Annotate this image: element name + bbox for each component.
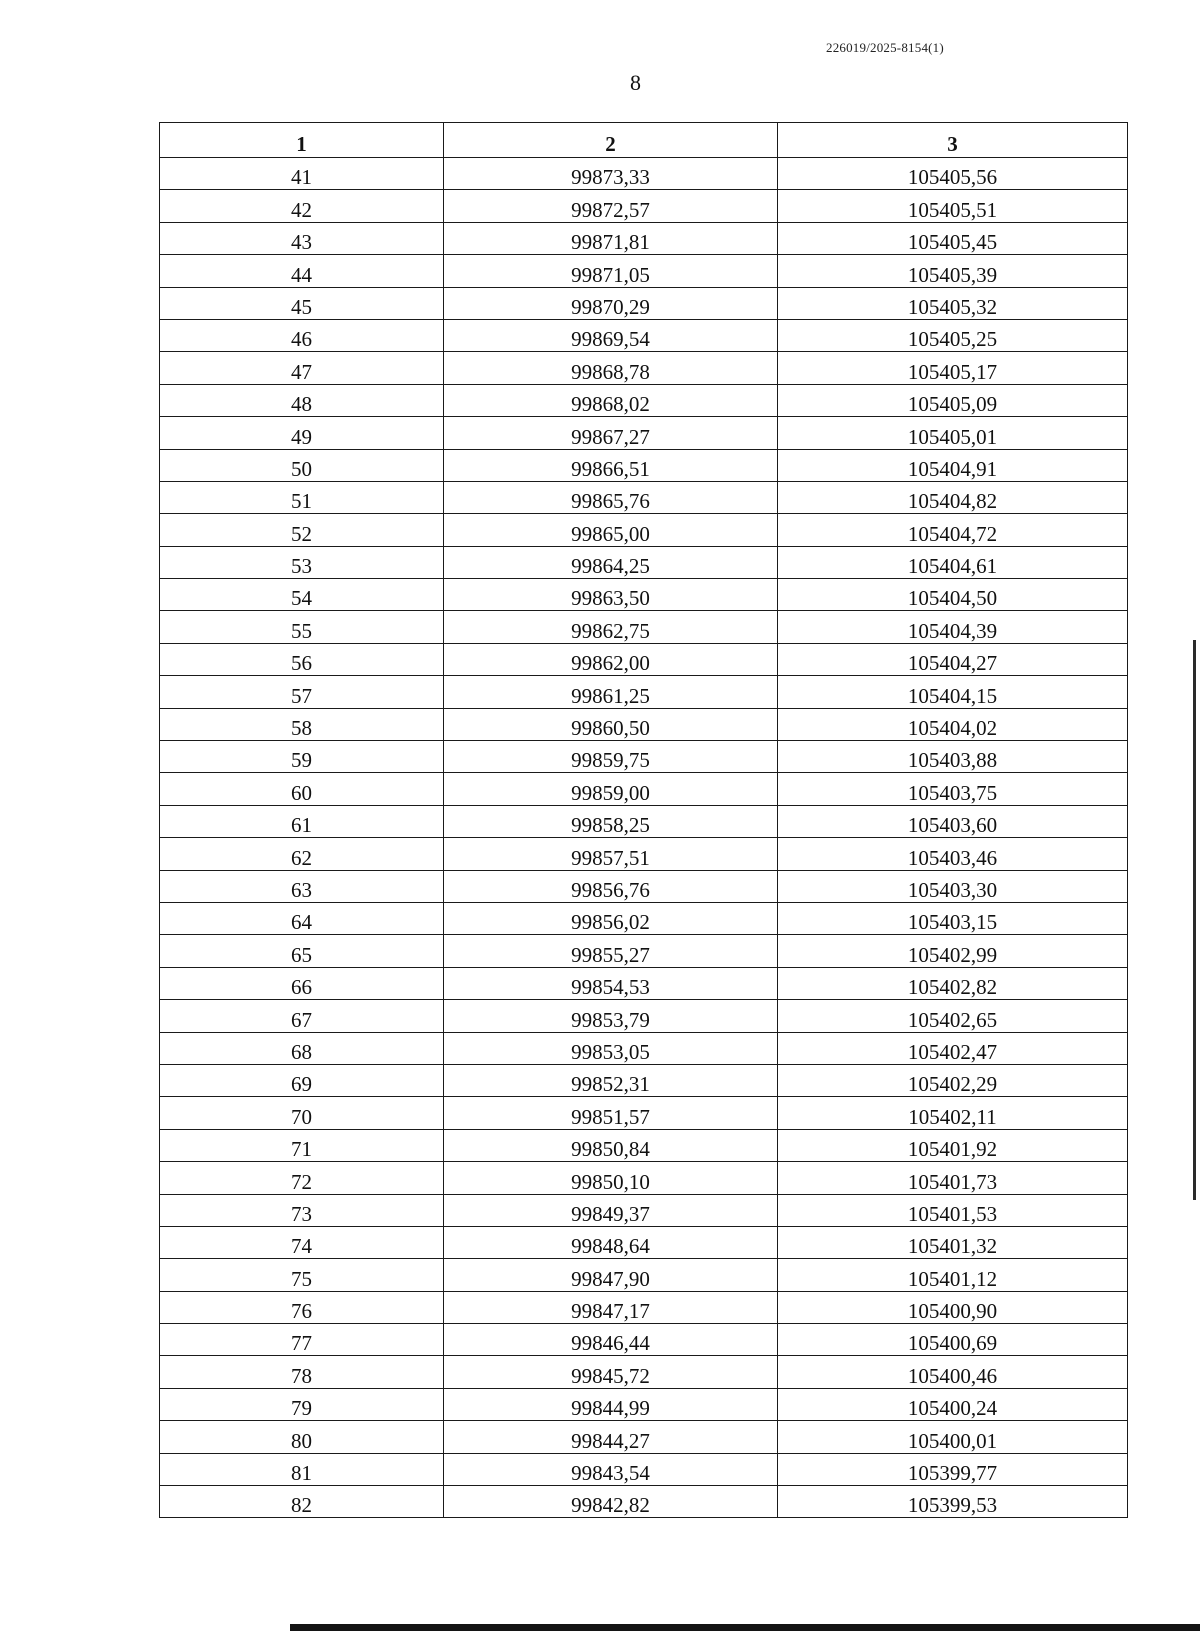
cell-x-coordinate: 99864,25 (444, 546, 778, 578)
cell-y-coordinate: 105399,77 (778, 1453, 1128, 1485)
table-row (160, 1324, 1128, 1356)
table-row (160, 1097, 1128, 1129)
cell-point-number: 81 (160, 1453, 444, 1485)
cell-x-coordinate: 99861,25 (444, 676, 778, 708)
cell-x-coordinate: 99844,27 (444, 1421, 778, 1453)
cell-y-coordinate: 105405,45 (778, 222, 1128, 254)
cell-x-coordinate: 99859,75 (444, 741, 778, 773)
cell-y-coordinate: 105400,69 (778, 1324, 1128, 1356)
cell-point-number: 54 (160, 579, 444, 611)
cell-point-number: 68 (160, 1032, 444, 1064)
cell-x-coordinate: 99845,72 (444, 1356, 778, 1388)
table-row (160, 417, 1128, 449)
table-row (160, 773, 1128, 805)
cell-x-coordinate: 99872,57 (444, 190, 778, 222)
cell-x-coordinate: 99853,79 (444, 1000, 778, 1032)
cell-point-number: 48 (160, 384, 444, 416)
table-row (160, 1388, 1128, 1420)
cell-x-coordinate: 99867,27 (444, 417, 778, 449)
cell-x-coordinate: 99856,76 (444, 870, 778, 902)
cell-point-number: 64 (160, 902, 444, 934)
cell-x-coordinate: 99855,27 (444, 935, 778, 967)
cell-y-coordinate: 105400,01 (778, 1421, 1128, 1453)
table-row (160, 967, 1128, 999)
cell-y-coordinate: 105403,30 (778, 870, 1128, 902)
table-row (160, 1064, 1128, 1096)
cell-point-number: 46 (160, 319, 444, 351)
table-row (160, 1226, 1128, 1258)
cell-x-coordinate: 99844,99 (444, 1388, 778, 1420)
cell-point-number: 70 (160, 1097, 444, 1129)
table-row (160, 1194, 1128, 1226)
cell-x-coordinate: 99850,84 (444, 1129, 778, 1161)
table-row (160, 935, 1128, 967)
table-row (160, 546, 1128, 578)
cell-point-number: 77 (160, 1324, 444, 1356)
cell-y-coordinate: 105402,29 (778, 1064, 1128, 1096)
cell-point-number: 56 (160, 643, 444, 675)
coordinates-table (159, 122, 1128, 1518)
cell-point-number: 42 (160, 190, 444, 222)
cell-point-number: 50 (160, 449, 444, 481)
cell-point-number: 45 (160, 287, 444, 319)
cell-y-coordinate: 105404,15 (778, 676, 1128, 708)
cell-point-number: 67 (160, 1000, 444, 1032)
cell-y-coordinate: 105402,11 (778, 1097, 1128, 1129)
table-row (160, 514, 1128, 546)
table-row (160, 158, 1128, 190)
cell-y-coordinate: 105399,53 (778, 1486, 1128, 1518)
cell-x-coordinate: 99847,90 (444, 1259, 778, 1291)
cell-point-number: 53 (160, 546, 444, 578)
cell-x-coordinate: 99847,17 (444, 1291, 778, 1323)
cell-point-number: 79 (160, 1388, 444, 1420)
table-row (160, 1259, 1128, 1291)
cell-x-coordinate: 99848,64 (444, 1226, 778, 1258)
cell-point-number: 65 (160, 935, 444, 967)
cell-point-number: 69 (160, 1064, 444, 1096)
cell-point-number: 51 (160, 481, 444, 513)
table-row (160, 1000, 1128, 1032)
cell-x-coordinate: 99854,53 (444, 967, 778, 999)
table-row (160, 481, 1128, 513)
cell-x-coordinate: 99865,76 (444, 481, 778, 513)
table-row (160, 708, 1128, 740)
cell-y-coordinate: 105405,01 (778, 417, 1128, 449)
table-row (160, 1486, 1128, 1518)
cell-point-number: 59 (160, 741, 444, 773)
table-row (160, 222, 1128, 254)
cell-x-coordinate: 99860,50 (444, 708, 778, 740)
document-reference-number: 226019/2025-8154(1) (826, 40, 944, 55)
cell-y-coordinate: 105405,51 (778, 190, 1128, 222)
cell-x-coordinate: 99842,82 (444, 1486, 778, 1518)
cell-point-number: 60 (160, 773, 444, 805)
table-row (160, 741, 1128, 773)
cell-point-number: 47 (160, 352, 444, 384)
table-row (160, 643, 1128, 675)
cell-y-coordinate: 105401,32 (778, 1226, 1128, 1258)
cell-x-coordinate: 99862,75 (444, 611, 778, 643)
table-row (160, 384, 1128, 416)
cell-point-number: 72 (160, 1162, 444, 1194)
cell-point-number: 73 (160, 1194, 444, 1226)
cell-y-coordinate: 105404,82 (778, 481, 1128, 513)
table-row (160, 1356, 1128, 1388)
cell-x-coordinate: 99873,33 (444, 158, 778, 190)
table-header-row (160, 123, 1128, 158)
table-row (160, 449, 1128, 481)
cell-x-coordinate: 99856,02 (444, 902, 778, 934)
cell-point-number: 49 (160, 417, 444, 449)
cell-y-coordinate: 105400,24 (778, 1388, 1128, 1420)
cell-x-coordinate: 99852,31 (444, 1064, 778, 1096)
cell-y-coordinate: 105404,02 (778, 708, 1128, 740)
cell-y-coordinate: 105400,46 (778, 1356, 1128, 1388)
cell-point-number: 43 (160, 222, 444, 254)
table-row (160, 190, 1128, 222)
table-row (160, 1291, 1128, 1323)
cell-y-coordinate: 105404,61 (778, 546, 1128, 578)
table-row (160, 611, 1128, 643)
column-header-point-number: 1 (160, 123, 444, 158)
cell-x-coordinate: 99868,78 (444, 352, 778, 384)
cell-x-coordinate: 99858,25 (444, 805, 778, 837)
cell-y-coordinate: 105404,91 (778, 449, 1128, 481)
table-row (160, 902, 1128, 934)
cell-point-number: 75 (160, 1259, 444, 1291)
cell-y-coordinate: 105401,92 (778, 1129, 1128, 1161)
cell-y-coordinate: 105405,56 (778, 158, 1128, 190)
cell-y-coordinate: 105401,73 (778, 1162, 1128, 1194)
cell-x-coordinate: 99866,51 (444, 449, 778, 481)
cell-y-coordinate: 105403,15 (778, 902, 1128, 934)
cell-x-coordinate: 99850,10 (444, 1162, 778, 1194)
cell-x-coordinate: 99871,05 (444, 255, 778, 287)
cell-point-number: 71 (160, 1129, 444, 1161)
cell-point-number: 52 (160, 514, 444, 546)
cell-x-coordinate: 99851,57 (444, 1097, 778, 1129)
cell-y-coordinate: 105402,65 (778, 1000, 1128, 1032)
cell-y-coordinate: 105402,99 (778, 935, 1128, 967)
table-row (160, 352, 1128, 384)
cell-x-coordinate: 99843,54 (444, 1453, 778, 1485)
cell-y-coordinate: 105404,50 (778, 579, 1128, 611)
cell-y-coordinate: 105405,17 (778, 352, 1128, 384)
cell-point-number: 61 (160, 805, 444, 837)
cell-y-coordinate: 105405,25 (778, 319, 1128, 351)
cell-x-coordinate: 99849,37 (444, 1194, 778, 1226)
cell-y-coordinate: 105405,09 (778, 384, 1128, 416)
cell-point-number: 57 (160, 676, 444, 708)
cell-point-number: 55 (160, 611, 444, 643)
scan-bottom-edge-mark (290, 1624, 1200, 1631)
table-row (160, 870, 1128, 902)
scan-edge-mark (1193, 640, 1196, 1200)
cell-y-coordinate: 105402,47 (778, 1032, 1128, 1064)
cell-y-coordinate: 105401,12 (778, 1259, 1128, 1291)
table-row (160, 805, 1128, 837)
cell-y-coordinate: 105404,27 (778, 643, 1128, 675)
cell-x-coordinate: 99869,54 (444, 319, 778, 351)
cell-x-coordinate: 99853,05 (444, 1032, 778, 1064)
cell-x-coordinate: 99868,02 (444, 384, 778, 416)
cell-y-coordinate: 105401,53 (778, 1194, 1128, 1226)
cell-y-coordinate: 105402,82 (778, 967, 1128, 999)
table-row (160, 1032, 1128, 1064)
cell-point-number: 62 (160, 838, 444, 870)
cell-point-number: 82 (160, 1486, 444, 1518)
cell-x-coordinate: 99871,81 (444, 222, 778, 254)
cell-point-number: 41 (160, 158, 444, 190)
page-number: 8 (630, 70, 641, 95)
cell-point-number: 58 (160, 708, 444, 740)
cell-point-number: 78 (160, 1356, 444, 1388)
column-header-x: 2 (444, 123, 778, 158)
table-row (160, 255, 1128, 287)
cell-y-coordinate: 105404,72 (778, 514, 1128, 546)
table-row (160, 1453, 1128, 1485)
cell-x-coordinate: 99862,00 (444, 643, 778, 675)
table-row (160, 319, 1128, 351)
table-body (160, 158, 1128, 1518)
table-row (160, 287, 1128, 319)
cell-y-coordinate: 105405,32 (778, 287, 1128, 319)
cell-point-number: 66 (160, 967, 444, 999)
cell-point-number: 63 (160, 870, 444, 902)
cell-y-coordinate: 105400,90 (778, 1291, 1128, 1323)
cell-point-number: 74 (160, 1226, 444, 1258)
cell-point-number: 44 (160, 255, 444, 287)
cell-y-coordinate: 105403,60 (778, 805, 1128, 837)
table-row (160, 1129, 1128, 1161)
cell-y-coordinate: 105405,39 (778, 255, 1128, 287)
table-row (160, 838, 1128, 870)
cell-x-coordinate: 99846,44 (444, 1324, 778, 1356)
cell-x-coordinate: 99863,50 (444, 579, 778, 611)
table-row (160, 1162, 1128, 1194)
cell-x-coordinate: 99857,51 (444, 838, 778, 870)
table-row (160, 1421, 1128, 1453)
column-header-y: 3 (778, 123, 1128, 158)
table-row (160, 676, 1128, 708)
cell-y-coordinate: 105403,88 (778, 741, 1128, 773)
cell-y-coordinate: 105403,46 (778, 838, 1128, 870)
cell-x-coordinate: 99865,00 (444, 514, 778, 546)
table-row (160, 579, 1128, 611)
cell-point-number: 80 (160, 1421, 444, 1453)
cell-y-coordinate: 105403,75 (778, 773, 1128, 805)
cell-point-number: 76 (160, 1291, 444, 1323)
cell-x-coordinate: 99870,29 (444, 287, 778, 319)
cell-x-coordinate: 99859,00 (444, 773, 778, 805)
cell-y-coordinate: 105404,39 (778, 611, 1128, 643)
